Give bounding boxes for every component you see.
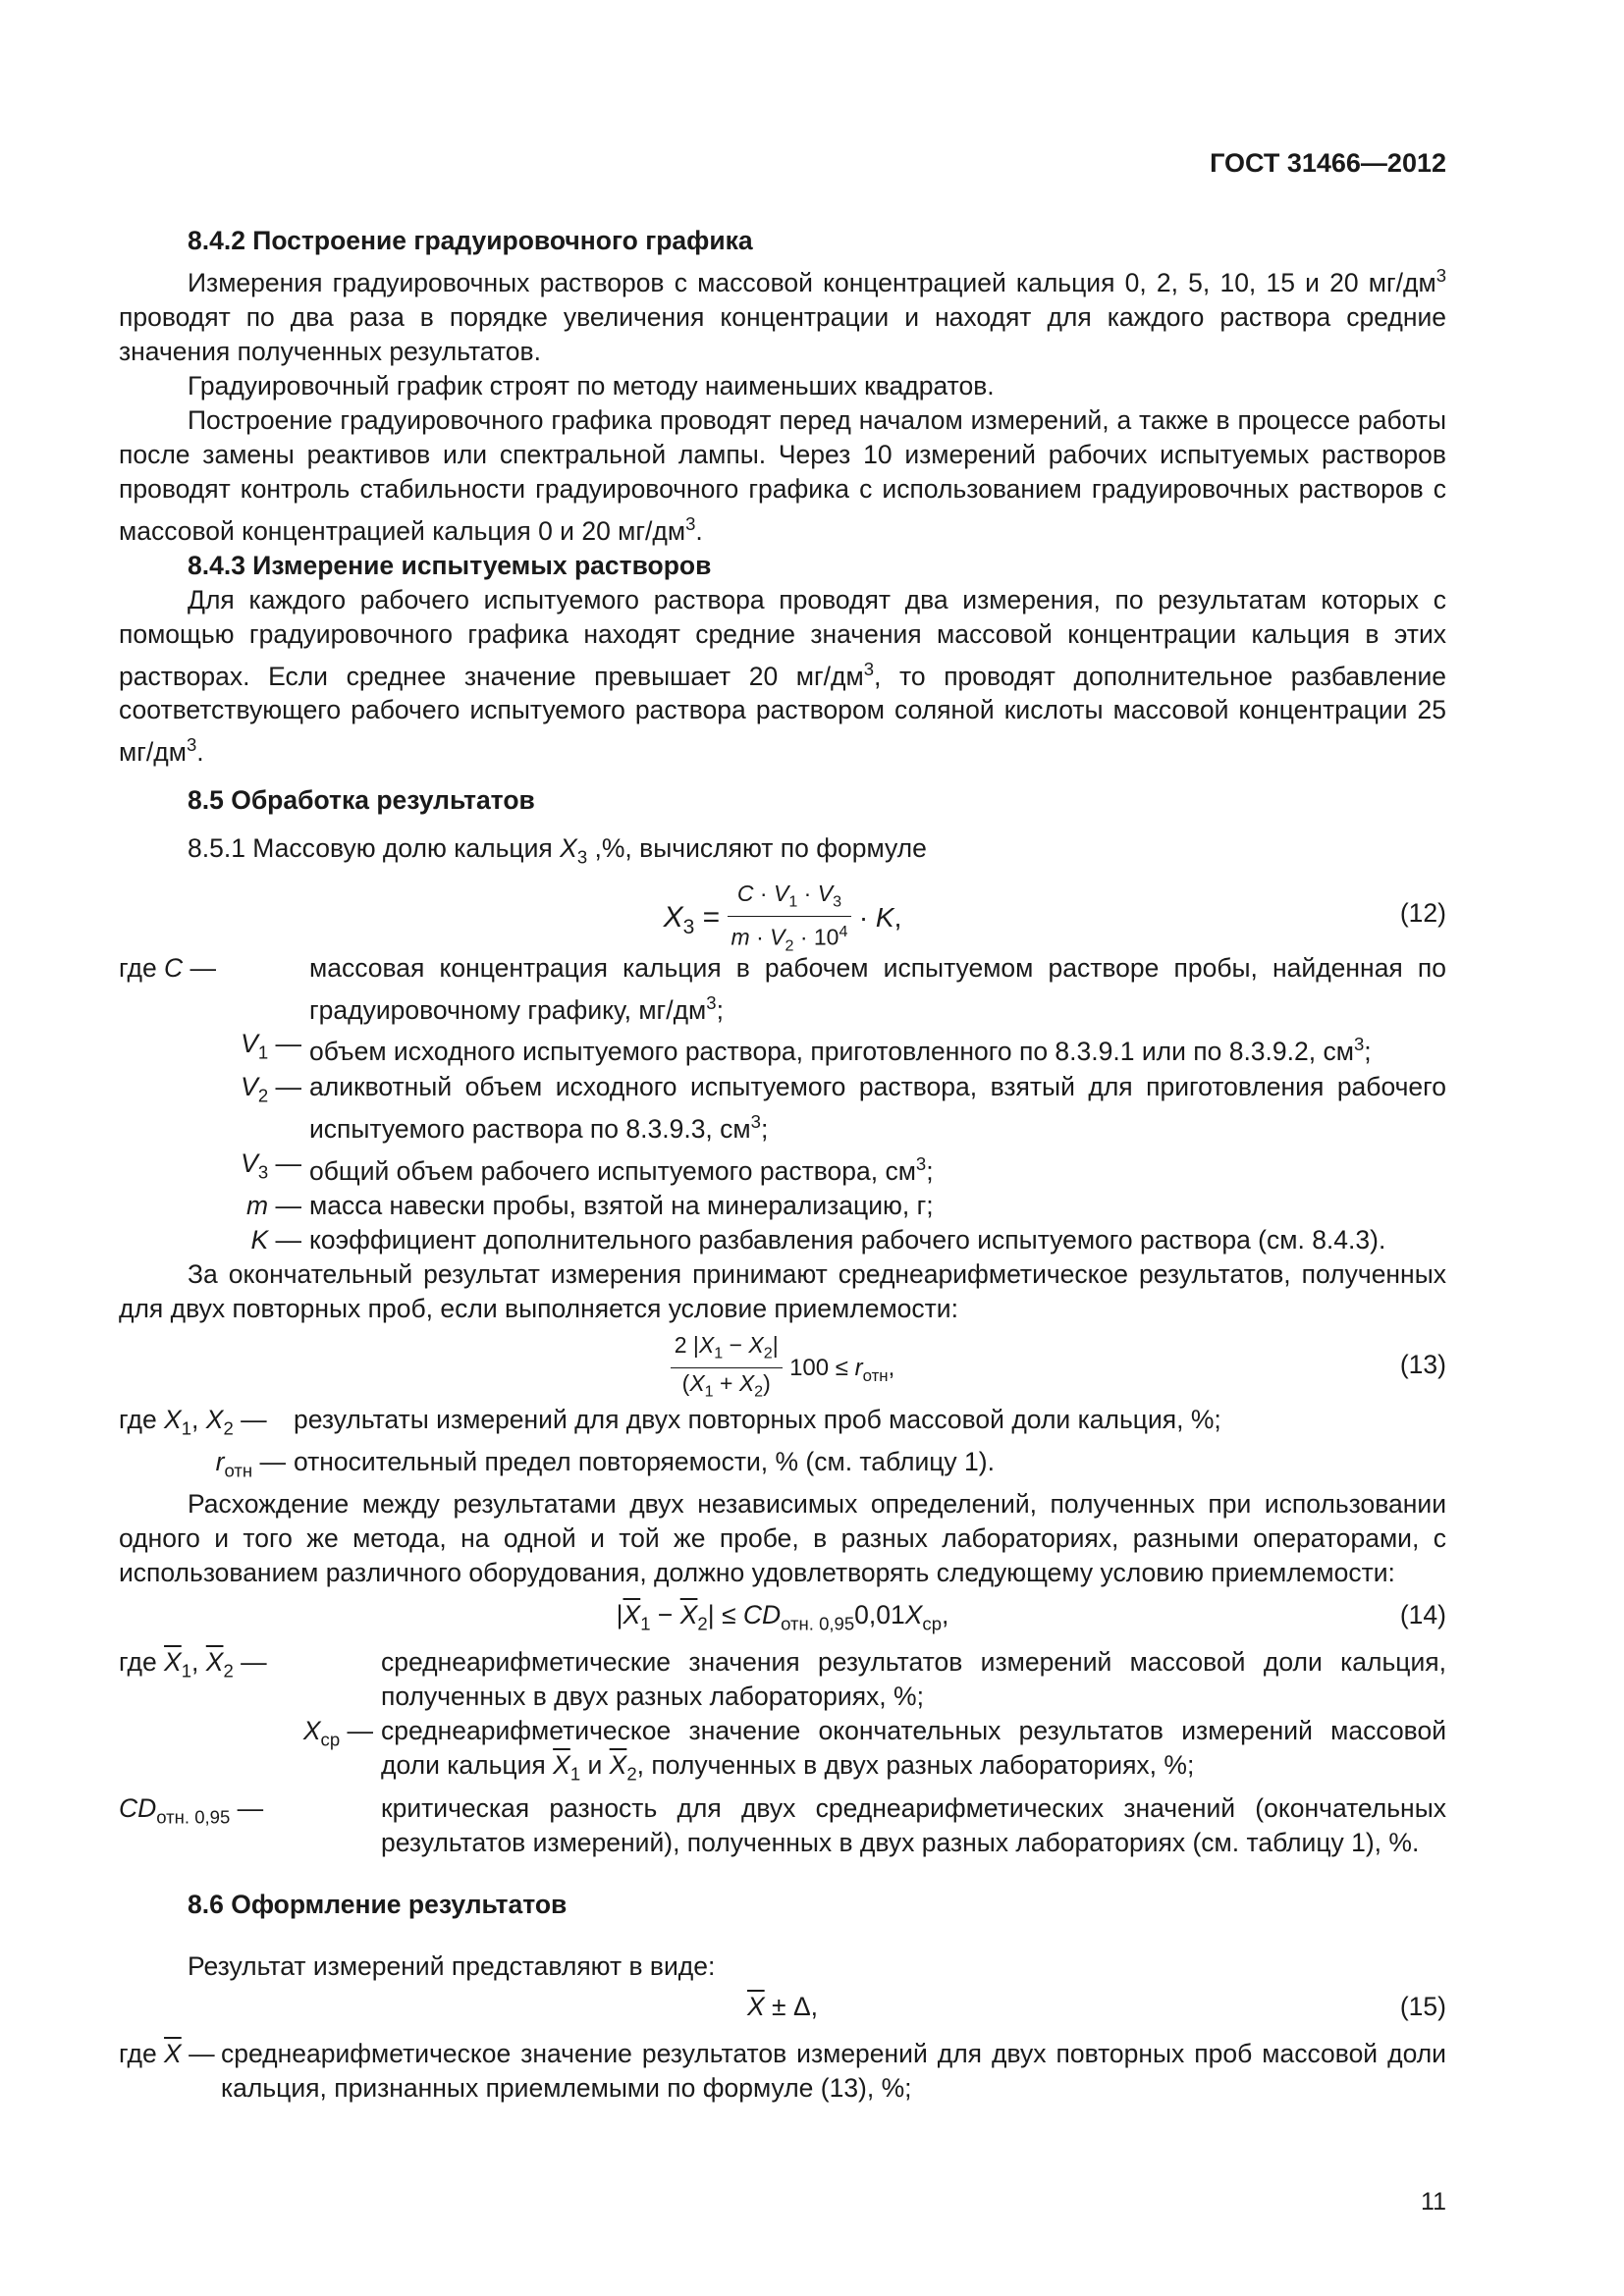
legend-key: $V_1$ — xyxy=(241,1029,301,1063)
legend-value: среднеарифметическое значение окончательных результатов измерений массовой доли кальция $\overline{X}_1$ и $\overline{X}_2$, полученных в двух разных лабораториях, %; xyxy=(381,1716,1446,1785)
legend-value: относительный предел повторяемости, % (см. таблицу 1). xyxy=(294,1447,995,1477)
formula-number: (14) xyxy=(1399,1600,1446,1630)
legend-key: m — xyxy=(246,1190,301,1220)
formula-number: (12) xyxy=(1399,897,1446,928)
formula-15 xyxy=(119,1988,1446,2033)
paragraph: Результат измерений представляют в виде: xyxy=(188,1950,716,1981)
legend-value: масса навески пробы, взятой на минерализацию, г; xyxy=(309,1190,934,1220)
section-heading-8-6: 8.6 Оформление результатов xyxy=(188,1889,568,1919)
legend-value: аликвотный объем исходного испытуемого раствора, взятый для приготовления рабочего испытуемого раствора по 8.3.9.3, $см^3$; xyxy=(309,1071,1446,1144)
formula-number: (15) xyxy=(1399,1991,1446,2021)
formula-expression: $|\overline{X}_1 - \overline{X}_2| \le CD_{отн. 0,95}0,01X_{ср}$, xyxy=(616,1600,949,1634)
document-header: ГОСТ 31466—2012 xyxy=(1210,148,1446,178)
legend-value: объем исходного испытуемого раствора, приготовленного по 8.3.9.1 или по 8.3.9.2, $см^3$; xyxy=(309,1034,1372,1067)
paragraph: 8.5.1 Массовую долю кальция $X_3$ ,%, вычисляют по формуле xyxy=(188,833,927,868)
legend-value: результаты измерений для двух повторных проб массовой доли кальция, %; xyxy=(294,1404,1221,1434)
legend-key: $X_{ср}$ — xyxy=(302,1716,373,1750)
legend-key: где $\overline{X}_1$, $\overline{X}_2$ — xyxy=(119,1647,267,1682)
legend-key: $V_2$ — xyxy=(241,1071,301,1106)
section-heading-8-5: 8.5 Обработка результатов xyxy=(188,785,535,816)
legend-value: массовая концентрация кальция в рабочем испытуемом растворе пробы, найденная по градуировочному графику, $мг/дм^3$; xyxy=(309,952,1446,1025)
legend-key: K — xyxy=(250,1224,301,1255)
legend-key: где C — xyxy=(119,952,217,983)
formula-expression: $\frac{2 |X_1 - X_2|}{(X_1 + X_2)}$ $100 \le r_{отн}$, xyxy=(119,1330,1446,1407)
formula-13 xyxy=(119,1330,1446,1402)
formula-number: (13) xyxy=(1399,1349,1446,1379)
legend-key: где $\overline{X}$ — xyxy=(119,2038,215,2068)
document-body xyxy=(119,224,1446,2106)
legend-key: $CD_{отн. 0,95}$ — xyxy=(119,1792,264,1828)
formula-expression: $X_3$ = $\frac{C \cdot V_1 \cdot V_3}{m \cdot V_2 \cdot 10^4}$ · K, xyxy=(663,880,902,955)
legend-key: $V_3$ — xyxy=(241,1148,301,1182)
section-heading-8-4-2: 8.4.2 Построение градуировочного графика xyxy=(188,226,753,255)
legend-key: где $X_1$, $X_2$ — xyxy=(119,1404,267,1439)
formula-legend-12 xyxy=(119,951,1446,1257)
legend-value: среднеарифметические значения результатов измерений массовой доли кальция, полученных в двух разных лабораториях, %; xyxy=(381,1647,1446,1712)
paragraph: За окончательный результат измерения принимают среднеарифметическое результатов, полученных для двух повторных проб, если выполняется условие приемлемости: xyxy=(119,1258,1446,1323)
formula-legend-14 xyxy=(119,1645,1446,1859)
formula-14 xyxy=(119,1594,1446,1641)
legend-value: среднеарифметическое значение результатов измерений для двух повторных проб массовой доли кальция, признанных приемлемыми по формуле (13), %; xyxy=(221,2038,1446,2103)
page-number: 11 xyxy=(1421,2188,1446,2216)
paragraph: Построение градуировочного графика проводят перед началом измерений, а также в процессе работы после замены реактивов или спектральной лампы. Через 10 измерений рабочих испытуемых растворов проводят контроль стабильности градуировочного графика с использованием градуировочных растворов с массовой концентрацией кальция 0 и 20 $мг/дм^3$. xyxy=(119,404,1446,546)
legend-value: общий объем рабочего испытуемого раствора, $см^3$; xyxy=(309,1152,934,1186)
formula-12 xyxy=(119,879,1446,955)
paragraph: Градуировочный график строят по методу наименьших квадратов. xyxy=(188,370,995,400)
formula-legend-15 xyxy=(119,2037,1446,2106)
paragraph: Измерения градуировочных растворов с массовой концентрацией кальция 0, 2, 5, 10, 15 и 20 $мг/дм^3$ проводят по два раза в порядке увеличения концентрации и находят для каждого раствора средние значения полученных результатов. xyxy=(119,265,1446,366)
formula-legend-13 xyxy=(119,1403,1446,1488)
legend-value: критическая разность для двух среднеарифметических значений (окончательных результатов измерений), полученных в двух разных лабораториях (см. таблицу 1), %. xyxy=(381,1792,1446,1857)
formula-expression: $\overline{X} \pm \Delta$, xyxy=(746,1991,819,2021)
paragraph: Для каждого рабочего испытуемого раствора проводят два измерения, по результатам которых с помощью градуировочного графика находят средние значения массовой концентрации кальция в этих растворах. Если среднее значение превышает 20 $мг/дм^3$, то проводят дополнительное разбавление соответствующего рабочего испытуемого раствора раствором соляной кислоты массовой концентрации 25 $мг/дм^3$. xyxy=(119,584,1446,768)
legend-value: коэффициент дополнительного разбавления рабочего испытуемого раствора (см. 8.4.3). xyxy=(309,1224,1386,1255)
paragraph: Расхождение между результатами двух независимых определений, полученных при использовании одного и того же метода, на одной и той же пробе, в разных лабораториях, разными операторами, с использованием различного оборудования, должно удовлетворять следующему условию приемлемости: xyxy=(119,1489,1446,1588)
legend-key: $r_{отн}$ — xyxy=(215,1447,286,1481)
section-heading-8-4-3: 8.4.3 Измерение испытуемых растворов xyxy=(188,550,712,580)
